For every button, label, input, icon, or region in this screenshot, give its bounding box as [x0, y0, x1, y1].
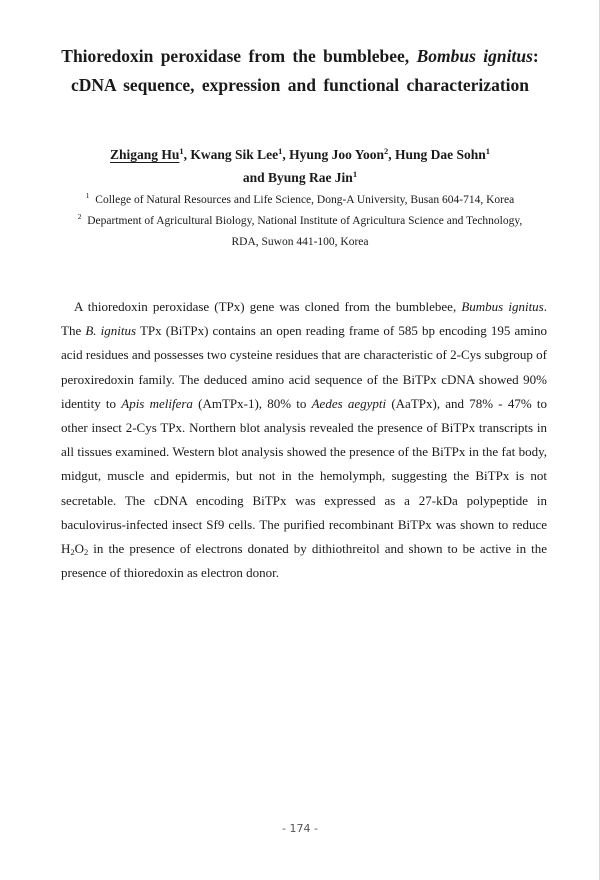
paper-title: [50, 42, 550, 100]
affiliation-1: $^1$ College of Natural Resources and Life Science, Dong-A University, Busan 604-714, Korea: [85, 191, 515, 206]
affiliation-2-cont: RDA, Suwon 441-100, Korea: [231, 236, 369, 248]
abstract-body: A thioredoxin peroxidase (TPx) gene was cloned from the bumblebee, Bumbus ignitus. The B. ignitus TPx (BiTPx) contains an open reading frame of 585 bp encoding 195 amino acid residues and possesses two cysteine residues that are characteristic of 2-Cys subgroup of peroxiredoxin family. The deduced amino acid sequence of the BiTPx cDNA showed 90% identity to Apis melifera (AmTPx-1), 80% to Aedes aegypti (AaTPx), and 78% - 47% to other insect 2-Cys TPx. Northern blot analysis revealed the presence of BiTPx transcripts in all tissues examined. Western blot analysis showed the presence of the BiTPx in the fat body, midgut, muscle and epidermis, but not in the hemolymph, suggesting the BiTPx is not secretable. The cDNA encoding BiTPx was expressed as a 27-kDa polypeptide in baculovirus-infected insect Sf9 cells. The purified recombinant BiTPx was shown to reduce $H_2O_2$ in the presence of electrons donated by dithiothreitol and shown to be active in the presence of thioredoxin as electron donor.: [61, 299, 548, 581]
affiliation-2: $^2$ Department of Agricultural Biology, National Institute of Agricultura Science and Technology,: [77, 212, 523, 227]
author-presenting: Zhigang Hu: [110, 147, 180, 162]
author-line-1: Zhigang Hu$^1$, Kwang Sik Lee$^1$, Hyung Joo Yoon$^2$, Hung Dae Sohn$^1$: [110, 146, 490, 162]
author: Kwang Sik Lee: [190, 147, 279, 162]
author-line-2: and Byung Rae Jin$^1$: [242, 169, 358, 185]
author-list: [40, 143, 560, 189]
page-number: - 174 -: [282, 822, 318, 835]
affiliations: [40, 190, 560, 253]
title-species-italic: Bombus ignitus: [416, 46, 533, 66]
title-line-2: cDNA sequence, expression and functional characterization: [71, 75, 529, 95]
author: and Byung Rae Jin: [242, 170, 353, 185]
author: Hyung Joo Yoon: [289, 147, 384, 162]
h2o2-formula: $H_2O_2$: [61, 541, 89, 558]
title-line-1: Thioredoxin peroxidase from the bumblebee, Bombus ignitus:: [61, 46, 539, 66]
author: Hung Dae Sohn: [394, 147, 486, 162]
